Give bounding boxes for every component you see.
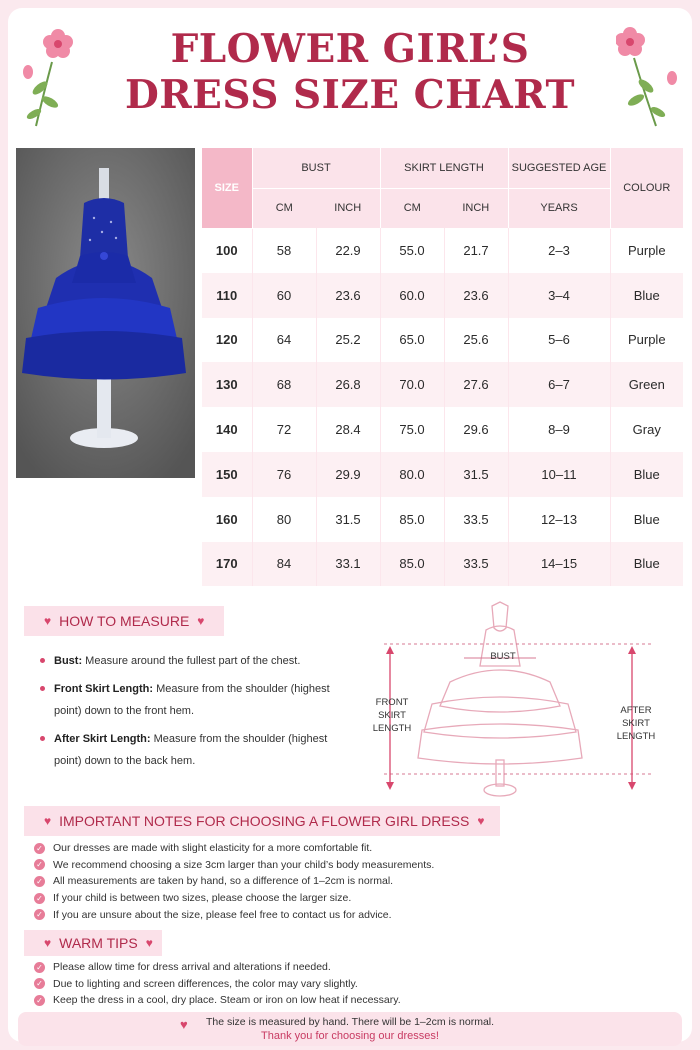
- table-row: [202, 497, 683, 542]
- note-text: All measurements are taken by hand, so a difference of 1–2cm is normal.: [53, 875, 394, 888]
- cell-skirt-cm: 80.0: [380, 452, 444, 497]
- page-title: [100, 26, 600, 118]
- heart-icon: ♥: [44, 936, 52, 950]
- title-line-1: FLOWER GIRL’S: [170, 26, 530, 72]
- cell-bust-inch: 31.5: [316, 497, 380, 542]
- cell-colour: Purple: [610, 318, 683, 363]
- header-skirt-inch: INCH: [444, 188, 508, 228]
- measure-term: Front Skirt Length:: [54, 683, 153, 695]
- cell-bust-cm: 72: [252, 407, 316, 452]
- tip-text: Keep the dress in a cool, dry place. Steam or iron on low heat if necessary.: [53, 994, 401, 1007]
- note-text: If you are unsure about the size, please feel free to contact us for advice.: [53, 908, 392, 921]
- cell-bust-cm: 84: [252, 542, 316, 587]
- cell-bust-inch: 29.9: [316, 452, 380, 497]
- measure-term: After Skirt Length:: [54, 733, 151, 745]
- diagram-after-label: AFTER SKIRT LENGTH: [616, 705, 656, 742]
- list-item: [34, 959, 401, 976]
- cell-bust-inch: 22.9: [316, 228, 380, 273]
- table-row: [202, 542, 683, 587]
- tip-text: Due to lighting and screen differences, the color may vary slightly.: [53, 977, 358, 990]
- cell-bust-cm: 76: [252, 452, 316, 497]
- bullet-icon: [40, 658, 45, 663]
- cell-age: 2–3: [508, 228, 610, 273]
- measure-diagram: [360, 598, 670, 804]
- list-item: [34, 873, 434, 890]
- table-header-row: [202, 148, 683, 188]
- tips-list: [34, 959, 401, 1009]
- cell-bust-cm: 64: [252, 318, 316, 363]
- footer-line-1: The size is measured by hand. There will be 1–2cm is normal.: [205, 1016, 495, 1028]
- header-bust: BUST: [252, 148, 380, 188]
- measure-term: Bust:: [54, 655, 83, 667]
- header-skirt-cm: CM: [380, 188, 444, 228]
- check-icon: ✓: [34, 962, 45, 973]
- cell-skirt-cm: 60.0: [380, 273, 444, 318]
- bullet-icon: [40, 736, 45, 741]
- cell-colour: Blue: [610, 497, 683, 542]
- note-text: Our dresses are made with slight elasticity for a more comfortable fit.: [53, 842, 373, 855]
- cell-colour: Blue: [610, 542, 683, 587]
- cell-age: 6–7: [508, 362, 610, 407]
- list-item: [34, 890, 434, 907]
- cell-age: 3–4: [508, 273, 610, 318]
- heart-icon: ♥: [145, 936, 153, 950]
- cell-skirt-cm: 75.0: [380, 407, 444, 452]
- footer-line-2: Thank you for choosing our dresses!: [261, 1030, 439, 1042]
- cell-size: 120: [215, 332, 238, 348]
- cell-bust-cm: 58: [252, 228, 316, 273]
- cell-colour: Purple: [610, 228, 683, 273]
- tips-banner: [24, 930, 162, 956]
- table-row: [202, 362, 683, 407]
- list-item: [36, 650, 356, 672]
- measure-text: Measure from the shoulder (highest point) down to the front hem.: [54, 683, 330, 717]
- header-skirt-length: SKIRT LENGTH: [380, 148, 508, 188]
- cell-age: 5–6: [508, 318, 610, 363]
- tips-heading: WARM TIPS: [59, 935, 138, 951]
- how-to-measure-banner: [24, 606, 224, 636]
- measure-text: Measure from the shoulder (highest point) down to the back hem.: [54, 733, 328, 767]
- list-item: [34, 857, 434, 874]
- cell-bust-cm: 80: [252, 497, 316, 542]
- cell-size: 160: [215, 511, 238, 527]
- size-table: [202, 148, 683, 586]
- diagram-bust-label: BUST: [490, 651, 516, 662]
- cell-skirt-inch: 33.5: [444, 542, 508, 587]
- cell-size: 110: [202, 273, 252, 318]
- header-bust-cm: CM: [252, 188, 316, 228]
- notes-heading: IMPORTANT NOTES FOR CHOOSING A FLOWER GIRL DRESS: [59, 813, 470, 829]
- header-bust-inch: INCH: [316, 188, 380, 228]
- heart-icon: ♥: [477, 814, 485, 828]
- list-item: [34, 840, 434, 857]
- cell-size: 150: [202, 452, 252, 497]
- check-icon: ✓: [34, 859, 45, 870]
- heart-icon: ♥: [44, 614, 52, 628]
- cell-skirt-cm: 85.0: [380, 497, 444, 542]
- header-size: SIZE: [202, 148, 252, 228]
- table-row: [202, 228, 683, 273]
- cell-size: 100: [215, 243, 238, 259]
- tip-text: Please allow time for dress arrival and alterations if needed.: [53, 961, 331, 974]
- list-item: [36, 728, 356, 772]
- cell-skirt-inch: 27.6: [444, 362, 508, 407]
- cell-skirt-cm: 85.0: [380, 542, 444, 587]
- cell-bust-inch: 33.1: [316, 542, 380, 587]
- cell-size: 130: [202, 362, 252, 407]
- cell-skirt-inch: 21.7: [444, 228, 508, 273]
- cell-bust-cm: 60: [252, 273, 316, 318]
- check-icon: ✓: [34, 843, 45, 854]
- how-to-measure-heading: HOW TO MEASURE: [59, 613, 190, 629]
- table-row: [202, 318, 683, 363]
- header-suggested-age: SUGGESTED AGE: [508, 148, 610, 188]
- list-item: [34, 976, 401, 993]
- heart-icon: ♥: [44, 814, 52, 828]
- check-icon: ✓: [34, 909, 45, 920]
- heart-icon: ♥: [197, 614, 205, 628]
- table-row: [202, 407, 683, 452]
- cell-colour: Green: [610, 362, 683, 407]
- check-icon: ✓: [34, 978, 45, 989]
- list-item: [36, 678, 356, 722]
- cell-skirt-inch: 25.6: [444, 318, 508, 363]
- cell-colour: Blue: [610, 452, 683, 497]
- title-line-2: DRESS SIZE CHART: [124, 72, 576, 118]
- cell-bust-inch: 25.2: [316, 318, 380, 363]
- header-colour: COLOUR: [610, 148, 683, 228]
- cell-colour: Blue: [610, 273, 683, 318]
- table-row: [202, 273, 683, 318]
- heart-icon: ♥: [180, 1017, 188, 1032]
- footer-note: [18, 1012, 682, 1046]
- measure-list: [36, 650, 356, 778]
- list-item: [34, 992, 401, 1009]
- cell-skirt-cm: 70.0: [380, 362, 444, 407]
- cell-colour: Gray: [610, 407, 683, 452]
- cell-age: 8–9: [508, 407, 610, 452]
- measure-text: Measure around the fullest part of the chest.: [85, 655, 301, 667]
- list-item: [34, 906, 434, 923]
- flower-left-icon: [14, 22, 84, 132]
- cell-age: 14–15: [508, 542, 610, 587]
- note-text: We recommend choosing a size 3cm larger than your child’s body measurements.: [53, 858, 435, 871]
- cell-skirt-cm: 55.0: [380, 228, 444, 273]
- table-row: [202, 452, 683, 497]
- note-text: If your child is between two sizes, please choose the larger size.: [53, 892, 352, 905]
- cell-bust-inch: 26.8: [316, 362, 380, 407]
- cell-skirt-inch: 29.6: [444, 407, 508, 452]
- check-icon: ✓: [34, 995, 45, 1006]
- flower-right-icon: [616, 22, 686, 132]
- check-icon: ✓: [34, 893, 45, 904]
- cell-skirt-inch: 31.5: [444, 452, 508, 497]
- cell-bust-inch: 28.4: [316, 407, 380, 452]
- diagram-front-label: FRONT SKIRT LENGTH: [372, 697, 412, 734]
- cell-size: 140: [215, 422, 238, 438]
- cell-age: 10–11: [508, 452, 610, 497]
- cell-age: 12–13: [508, 497, 610, 542]
- cell-skirt-inch: 23.6: [444, 273, 508, 318]
- cell-skirt-cm: 65.0: [380, 318, 444, 363]
- dress-photo: [16, 148, 195, 478]
- cell-bust-cm: 68: [252, 362, 316, 407]
- bullet-icon: [40, 686, 45, 691]
- cell-bust-inch: 23.6: [316, 273, 380, 318]
- notes-list: [34, 840, 434, 923]
- cell-size: 170: [202, 542, 252, 587]
- header-years: YEARS: [508, 188, 610, 228]
- notes-banner: [24, 806, 500, 836]
- cell-skirt-inch: 33.5: [444, 497, 508, 542]
- check-icon: ✓: [34, 876, 45, 887]
